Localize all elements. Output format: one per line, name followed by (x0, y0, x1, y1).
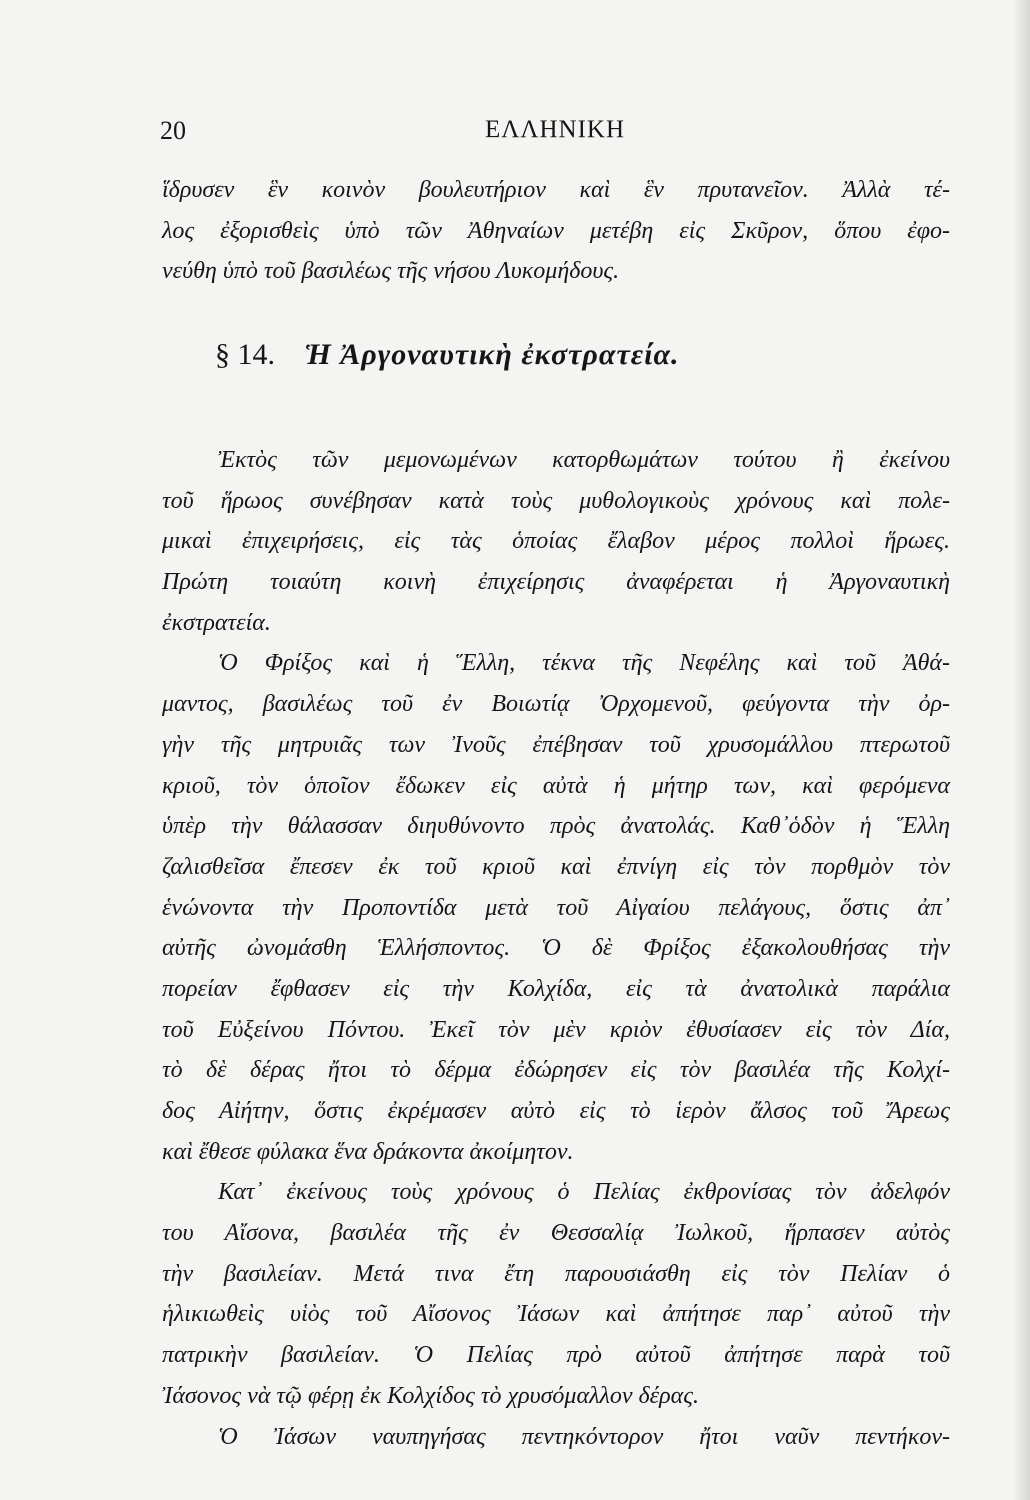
text-line: Πρώτη τοιαύτη κοινὴ ἐπιχείρησις ἀναφέρεται ἡ Ἀργοναυτικὴ (162, 569, 950, 596)
text-line: Ἰάσονος νὰ τῷ φέρῃ ἐκ Κολχίδος τὸ χρυσόμαλλον δέρας. (162, 1382, 699, 1409)
text-line: ὑπὲρ τὴν θάλασσαν διηυθύνοντο πρὸς ἀνατολάς. Καθ᾽ὁδὸν ἡ Ἕλλη (162, 813, 950, 840)
text-line: ἡλικιωθεὶς υἱὸς τοῦ Αἴσονος Ἰάσων καὶ ἀπήτησε παρ᾽ αὐτοῦ τὴν (162, 1301, 950, 1328)
text-line: ἵδρυσεν ἓν κοινὸν βουλευτήριον καὶ ἓν πρυτανεῖον. Ἀλλὰ τέ- (162, 177, 950, 203)
text-line: νεύθη ὑπὸ τοῦ βασιλέως τῆς νήσου Λυκομήδους. (162, 258, 620, 285)
text-line: καὶ ἔθεσε φύλακα ἕνα δράκοντα ἀκοίμητον. (162, 1138, 574, 1165)
text-line: Κατ᾽ ἐκείνους τοὺς χρόνους ὁ Πελίας ἐκθρονίσας τὸν ἀδελφόν (218, 1179, 950, 1206)
text-line: Ὁ Φρίξος καὶ ἡ Ἕλλη, τέκνα τῆς Νεφέλης καὶ τοῦ Ἀθά- (218, 650, 950, 677)
text-line: μαντος, βασιλέως τοῦ ἐν Βοιωτίᾳ Ὀρχομενοῦ, φεύγοντα τὴν ὀρ- (162, 691, 950, 718)
text-line: πορείαν ἔφθασεν εἰς τὴν Κολχίδα, εἰς τὰ ἀνατολικὰ παράλια (162, 975, 950, 1002)
running-title: ΕΛΛΗΝΙΚΗ (484, 116, 626, 143)
text-line: Ὁ Ἰάσων ναυπηγήσας πεντηκόντορον ἤτοι ναῦν πεντήκον- (218, 1423, 950, 1450)
text-line: δος Αἰήτην, ὅστις ἐκρέμασεν αὐτὸ εἰς τὸ ἱερὸν ἄλσος τοῦ Ἄρεως (162, 1098, 950, 1124)
section-heading (215, 338, 680, 372)
text-line: ἑνώνοντα τὴν Προποντίδα μετὰ τοῦ Αἰγαίου πελάγους, ὅστις ἀπ᾽ (162, 894, 950, 921)
text-line: ἐκστρατεία. (162, 609, 271, 636)
page-header (160, 116, 950, 156)
text-line: μικαὶ ἐπιχειρήσεις, εἰς τὰς ὁποίας ἔλαβον μέρος πολλοὶ ἥρωες. (162, 528, 950, 555)
text-line: τοῦ ἥρωος συνέβησαν κατὰ τοὺς μυθολογικοὺς χρόνους καὶ πολε- (162, 487, 950, 514)
intro-paragraph (162, 170, 950, 292)
text-line: λος ἐξορισθεὶς ὑπὸ τῶν Ἀθηναίων μετέβη εἰς Σκῦρον, ὅπου ἐφο- (162, 217, 950, 244)
text-line: Ἐκτὸς τῶν μεμονωμένων κατορθωμάτων τούτου ἢ ἐκείνου (218, 447, 950, 473)
text-line: αὐτῆς ὠνομάσθη Ἑλλήσποντος. Ὁ δὲ Φρίξος ἐξακολουθήσας τὴν (162, 935, 950, 962)
text-line: τοῦ Εὐξείνου Πόντου. Ἐκεῖ τὸν μὲν κριὸν ἐθυσίασεν εἰς τὸν Δία, (162, 1016, 950, 1043)
page-number: 20 (160, 116, 186, 145)
text-line: ζαλισθεῖσα ἔπεσεν ἐκ τοῦ κριοῦ καὶ ἐπνίγη εἰς τὸν πορθμὸν τὸν (162, 853, 950, 880)
text-line: τὴν βασιλείαν. Μετά τινα ἔτη παρουσιάσθη εἰς τὸν Πελίαν ὁ (162, 1260, 950, 1287)
text-line: τὸ δὲ δέρας ἤτοι τὸ δέρμα ἐδώρησεν εἰς τὸν βασιλέα τῆς Κολχί- (162, 1057, 950, 1084)
text-line: γὴν τῆς μητρυιᾶς των Ἰνοῦς ἐπέβησαν τοῦ χρυσομάλλου πτερωτοῦ (162, 731, 950, 758)
page-edge-shadow (1012, 0, 1030, 1500)
section-title: Ἡ Ἀργοναυτικὴ ἐκστρατεία. (304, 338, 680, 371)
text-line: πατρικὴν βασιλείαν. Ὁ Πελίας πρὸ αὐτοῦ ἀπήτησε παρὰ τοῦ (162, 1342, 950, 1369)
text-line: κριοῦ, τὸν ὁποῖον ἔδωκεν εἰς αὐτὰ ἡ μήτηρ των, καὶ φερόμενα (162, 772, 950, 799)
text-line: του Αἴσονα, βασιλέα τῆς ἐν Θεσσαλίᾳ Ἰωλκοῦ, ἥρπασεν αὐτὸς (162, 1220, 950, 1247)
section-body (162, 440, 950, 1457)
section-number: § 14. (215, 338, 275, 371)
